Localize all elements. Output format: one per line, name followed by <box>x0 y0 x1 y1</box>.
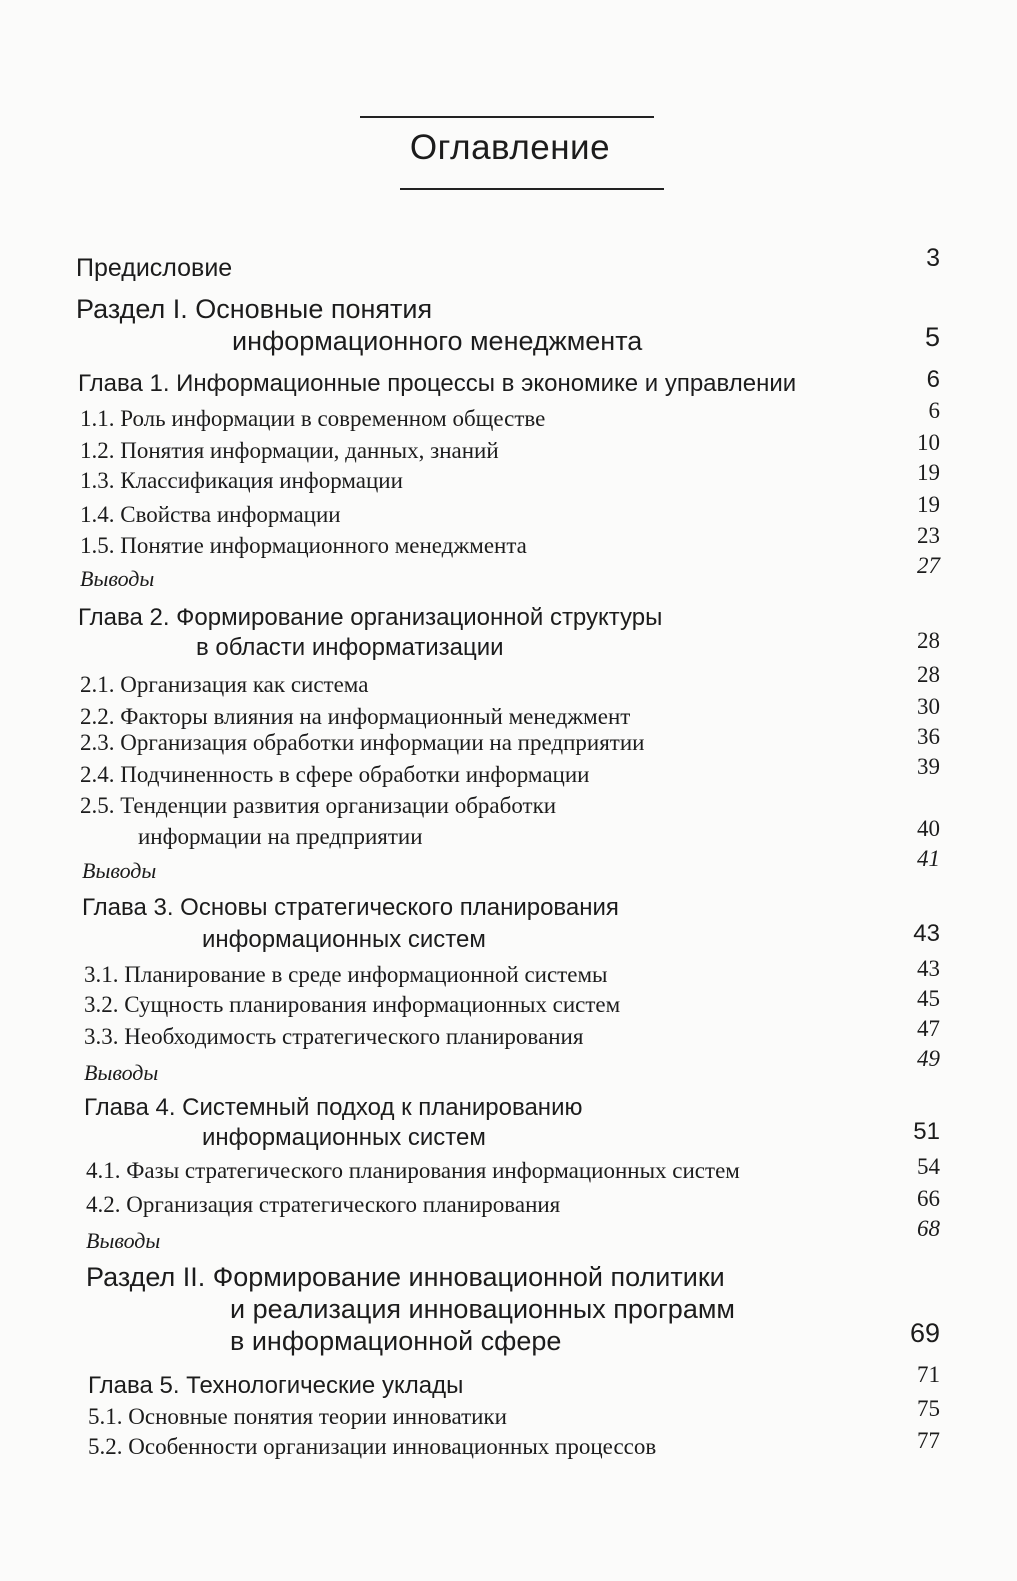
toc-section-3-1-page: 43 <box>917 956 940 981</box>
toc-section-5-2: 5.2. Особенности организации инновационных процессов <box>88 1434 657 1459</box>
toc-conclusions-4: Выводы <box>86 1228 161 1253</box>
toc-section-1-5: 1.5. Понятие информационного менеджмента <box>80 533 527 558</box>
toc-chapter-3-line1: Глава 3. Основы стратегического планирования <box>82 894 619 921</box>
toc-chapter-1-page: 6 <box>926 366 940 393</box>
toc-chapter-3-page: 43 <box>913 920 940 947</box>
toc-section-1-3-page: 19 <box>917 460 940 485</box>
toc-section-1-1-page: 6 <box>928 398 940 423</box>
toc-section-2-3-page: 36 <box>917 724 940 749</box>
toc-section-2-1-page: 28 <box>917 662 940 687</box>
toc-section-5-1-page: 75 <box>917 1396 940 1421</box>
toc-section-2-1: 2.1. Организация как система <box>80 672 369 697</box>
title-rule-bottom <box>400 188 664 190</box>
title-rule-top <box>360 116 654 118</box>
toc-chapter-5-page: 71 <box>917 1362 940 1387</box>
page-title: Оглавление <box>409 128 611 167</box>
toc-section-5-2-page: 77 <box>917 1428 940 1453</box>
toc-section-3-2-page: 45 <box>917 986 940 1011</box>
toc-conclusions-3: Выводы <box>84 1060 159 1085</box>
toc-part-1-line2: информационного менеджмента <box>232 326 643 356</box>
toc-conclusions-3-page: 49 <box>917 1046 940 1071</box>
toc-chapter-2-line1: Глава 2. Формирование организационной структуры <box>78 604 663 631</box>
toc-part-2-line2: и реализация инновационных программ <box>230 1294 735 1324</box>
toc-section-1-1: 1.1. Роль информации в современном обществе <box>80 406 546 431</box>
toc-conclusions-1: Выводы <box>80 566 155 591</box>
toc-part-2-line3: в информационной сфере <box>230 1326 562 1356</box>
toc-preface: Предисловие <box>76 254 233 282</box>
toc-section-1-5-page: 23 <box>917 523 940 548</box>
toc-section-1-3: 1.3. Классификация информации <box>80 468 403 493</box>
toc-section-3-3-page: 47 <box>917 1016 940 1041</box>
toc-section-4-2-page: 66 <box>917 1186 940 1211</box>
toc-conclusions-2: Выводы <box>82 858 157 883</box>
toc-section-4-2: 4.2. Организация стратегического планирования <box>86 1192 561 1217</box>
toc-section-1-2-page: 10 <box>917 430 940 455</box>
toc-section-3-2: 3.2. Сущность планирования информационных систем <box>84 992 621 1017</box>
toc-section-1-4: 1.4. Свойства информации <box>80 502 341 527</box>
toc-preface-page: 3 <box>926 244 940 272</box>
toc-section-4-1: 4.1. Фазы стратегического планирования информационных систем <box>86 1158 740 1183</box>
toc-section-4-1-page: 54 <box>917 1154 940 1179</box>
toc-conclusions-4-page: 68 <box>917 1216 940 1241</box>
toc-section-2-4: 2.4. Подчиненность в сфере обработки информации <box>80 762 590 787</box>
toc-chapter-1: Глава 1. Информационные процессы в экономике и управлении <box>78 370 797 397</box>
toc-section-2-2-page: 30 <box>917 694 940 719</box>
toc-chapter-4-line1: Глава 4. Системный подход к планированию <box>84 1094 583 1121</box>
toc-section-3-1: 3.1. Планирование в среде информационной системы <box>84 962 608 987</box>
toc-section-3-3: 3.3. Необходимость стратегического планирования <box>84 1024 584 1049</box>
toc-section-2-5-line1: 2.5. Тенденции развития организации обработки <box>80 793 557 818</box>
toc-section-2-5-line2: информации на предприятии <box>138 824 423 849</box>
toc-section-5-1: 5.1. Основные понятия теории инноватики <box>88 1404 507 1429</box>
toc-conclusions-1-page: 27 <box>917 553 940 578</box>
toc-conclusions-2-page: 41 <box>917 846 940 871</box>
toc-chapter-4-page: 51 <box>913 1118 940 1145</box>
toc-section-2-4-page: 39 <box>917 754 940 779</box>
toc-part-2-page: 69 <box>909 1318 940 1348</box>
toc-chapter-3-line2: информационных систем <box>202 926 486 953</box>
toc-part-1-line1: Раздел I. Основные понятия <box>76 294 433 324</box>
toc-chapter-2-page: 28 <box>917 628 940 653</box>
toc-part-2-line1: Раздел II. Формирование инновационной политики <box>86 1262 725 1292</box>
toc-chapter-2-line2: в области информатизации <box>196 634 504 661</box>
toc-part-1-page: 5 <box>924 322 940 352</box>
toc-section-1-2: 1.2. Понятия информации, данных, знаний <box>80 438 499 463</box>
toc-chapter-5: Глава 5. Технологические уклады <box>88 1372 464 1399</box>
toc-chapter-4-line2: информационных систем <box>202 1124 486 1151</box>
toc-section-2-3: 2.3. Организация обработки информации на предприятии <box>80 730 645 755</box>
toc-section-2-5-page: 40 <box>917 816 940 841</box>
toc-section-1-4-page: 19 <box>917 492 940 517</box>
toc-section-2-2: 2.2. Факторы влияния на информационный менеджмент <box>80 704 631 729</box>
